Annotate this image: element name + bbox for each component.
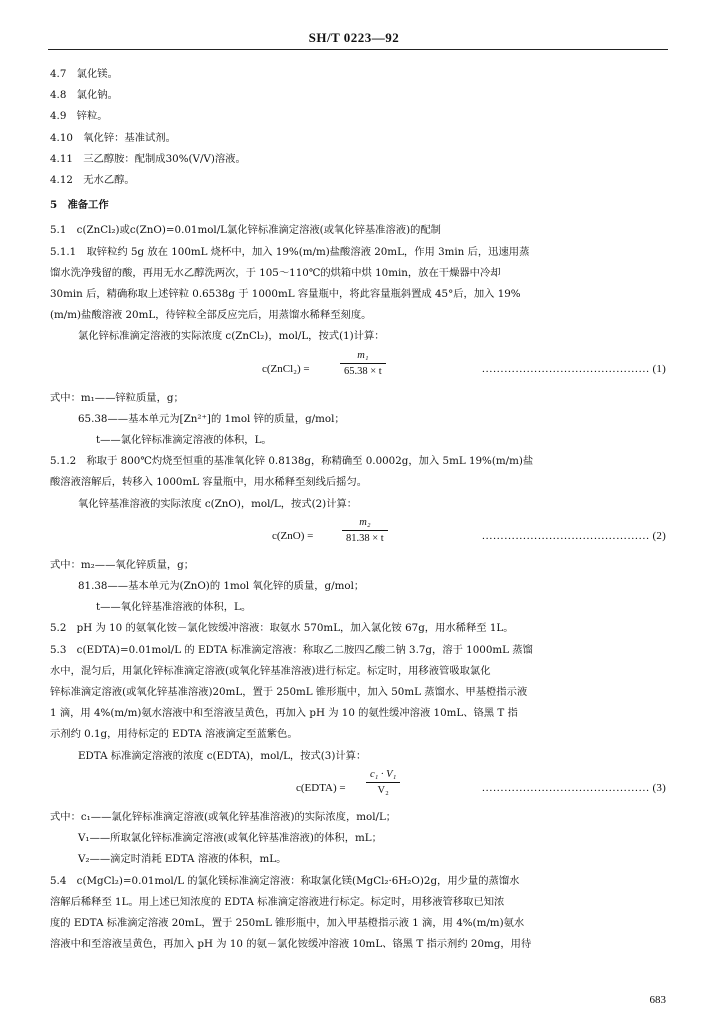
section-heading: 5 准备工作 (50, 199, 109, 212)
equation-2 (50, 515, 666, 555)
reagent-item: 4.11 三乙醇胺：配制成30%(V/V)溶液。 (50, 152, 246, 165)
page-number: 683 (649, 994, 666, 1006)
where-line: t——氯化锌标准滴定溶液的体积，L。 (96, 434, 272, 447)
equation-denominator: 81.38 × t (346, 532, 384, 544)
equation-lhs: c(ZnCl₂) = (262, 362, 310, 375)
paragraph-line: 5.1.2 称取于 800℃灼烧至恒重的基准氧化锌 0.8138g，称精确至 0.0002g，加入 5mL 19%(m/m)盐 (50, 455, 534, 468)
equation-numerator: m₂ (342, 515, 388, 531)
equation-number: ……………………………………… (2) (481, 529, 666, 542)
where-line: 式中：m₂——氧化锌质量，g； (50, 558, 195, 571)
equation-denominator: 65.38 × t (344, 365, 382, 377)
equation-fraction (366, 767, 400, 798)
reagent-item: 4.12 无水乙醇。 (50, 174, 135, 187)
paragraph-line: 示剂约 0.1g，用待标定的 EDTA 溶液滴定至蓝紫色。 (50, 728, 298, 741)
equation-number: ……………………………………… (1) (481, 362, 666, 375)
paragraph-line: 1 滴，用 4%(m/m)氨水溶液中和至溶液呈黄色，再加入 pH 为 10 的氨性缓冲溶液 10mL、铬黑 T 指 (50, 707, 518, 720)
where-line: 81.38——基本单元为(ZnO)的 1mol 氧化锌的质量，g/mol； (78, 580, 365, 593)
reagent-item: 4.8 氯化钠。 (50, 89, 118, 102)
calc-intro: 氯化锌标准滴定溶液的实际浓度 c(ZnCl₂)，mol/L，按式(1)计算： (78, 330, 385, 343)
equation-1 (50, 348, 666, 388)
paragraph-line: 水中，混匀后，用氯化锌标准滴定溶液(或氧化锌基准溶液)进行标定。标定时，用移液管吸取氯化 (50, 664, 491, 677)
equation-fraction (340, 348, 386, 379)
paragraph-line: 度的 EDTA 标准滴定溶液 20mL，置于 250mL 锥形瓶中，加入甲基橙指示液 1 滴，用 4%(m/m)氨水 (50, 916, 525, 929)
equation-3 (50, 767, 666, 807)
where-line: V₂——滴定时消耗 EDTA 溶液的体积，mL。 (78, 853, 287, 866)
equation-lhs: c(EDTA) = (296, 781, 346, 794)
equation-denominator: V₂ (377, 784, 389, 796)
paragraph-line: 锌标准滴定溶液(或氧化锌基准溶液)20mL，置于 250mL 锥形瓶中，加入 50mL 蒸馏水、甲基橙指示液 (50, 686, 528, 699)
document-body (50, 64, 666, 955)
reagent-item: 4.9 锌粒。 (50, 110, 108, 123)
paragraph-line: 5.2 pH 为 10 的氨氧化铵－氯化铵缓冲溶液：取氨水 570mL，加入氯化铵 67g，用水稀释至 1L。 (50, 622, 514, 635)
paragraph-line: (m/m)盐酸溶液 20mL，待锌粒全部反应完后，用蒸馏水稀释至刻度。 (50, 309, 372, 322)
equation-fraction (342, 515, 388, 546)
paragraph-line: 5.1.1 取锌粒约 5g 放在 100mL 烧杯中，加入 19%(m/m)盐酸溶液 20mL，作用 3min 后，迅速用蒸 (50, 245, 530, 258)
paragraph-line: 溶液中和至溶液呈黄色，再加入 pH 为 10 的氨－氯化铵缓冲溶液 10mL、铬黑 T 指示剂约 20mg，用待 (50, 938, 532, 951)
reagent-item: 4.7 氯化镁。 (50, 68, 118, 80)
paragraph-line: 5.3 c(EDTA)=0.01mol/L 的 EDTA 标准滴定溶液：称取乙二胺四乙酸二钠 3.7g，溶于 1000mL 蒸馏 (50, 643, 533, 656)
calc-intro: 氧化锌基准溶液的实际浓度 c(ZnO)，mol/L，按式(2)计算： (78, 497, 358, 510)
paragraph-line: 30min 后，精确称取上述锌粒 0.6538g 于 1000mL 容量瓶中，将此容量瓶斜置成 45°后，加入 19% (50, 288, 521, 301)
header-rule (48, 49, 668, 50)
where-line: 65.38——基本单元为[Zn²⁺]的 1mol 锌的质量，g/mol； (78, 412, 345, 425)
calc-intro: EDTA 标准滴定溶液的浓度 c(EDTA)，mol/L，按式(3)计算： (78, 749, 367, 762)
paragraph-line: 溶解后稀释至 1L。用上述已知浓度的 EDTA 标准滴定溶液进行标定。标定时，用移液管移取已知浓 (50, 895, 505, 908)
where-line: t——氧化锌基准溶液的体积，L。 (96, 601, 252, 614)
where-line: 式中：c₁——氯化锌标准滴定溶液(或氧化锌基准溶液)的实际浓度，mol/L； (50, 810, 397, 823)
where-line: V₁——所取氯化锌标准滴定溶液(或氧化锌基准溶液)的体积，mL； (78, 832, 382, 845)
equation-numerator: m₁ (340, 348, 386, 364)
where-line: 式中：m₁——锌粒质量，g； (50, 391, 184, 404)
page-header: SH/T 0223—92 (308, 30, 400, 45)
equation-lhs: c(ZnO) = (272, 529, 314, 542)
reagent-item: 4.10 氧化锌：基准试剂。 (50, 131, 176, 144)
subsection-title: 5.1 c(ZnCl₂)或c(ZnO)=0.01mol/L氯化锌标准滴定溶液(或氧化锌基准溶液)的配制 (50, 224, 441, 237)
equation-number: ……………………………………… (3) (481, 781, 666, 794)
paragraph-line: 5.4 c(MgCl₂)=0.01mol/L 的氯化镁标准滴定溶液：称取氯化镁(MgCl₂·6H₂O)2g，用少量的蒸馏水 (50, 874, 520, 887)
paragraph-line: 馏水洗净残留的酸，再用无水乙醇洗两次，于 105～110℃的烘箱中烘 10min，放在干燥器中冷却 (50, 266, 501, 279)
paragraph-line: 酸溶液溶解后，转移入 1000mL 容量瓶中，用水稀释至刻线后摇匀。 (50, 476, 368, 489)
equation-numerator: c₁ · V₁ (366, 767, 400, 783)
